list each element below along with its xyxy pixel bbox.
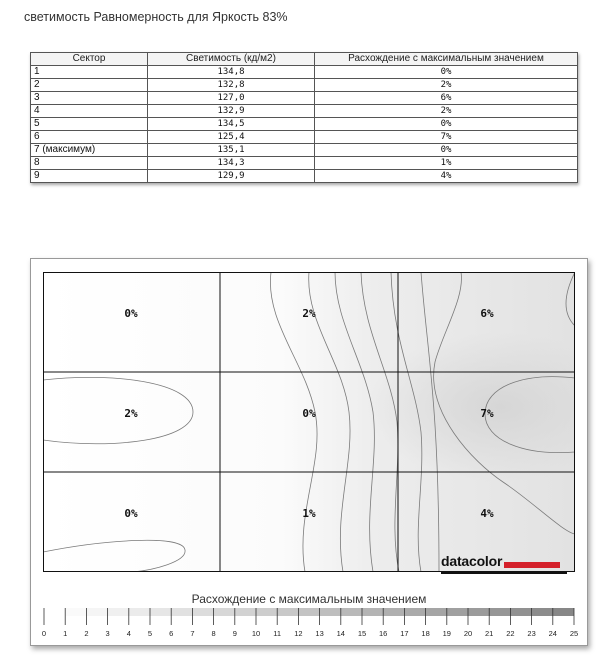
scale-tick-label: 8 xyxy=(211,629,216,638)
deviation-cell: 0% xyxy=(315,144,578,157)
scale-tick-label: 2 xyxy=(84,629,89,638)
deviation-cell: 0% xyxy=(315,118,578,131)
table-row xyxy=(31,105,578,118)
deviation-cell: 6% xyxy=(315,92,578,105)
scale-tick-label: 17 xyxy=(400,629,409,638)
scale-swatch xyxy=(383,608,404,616)
scale-tick-label: 0 xyxy=(41,629,47,638)
scale-tick-label: 16 xyxy=(379,629,388,638)
scale-swatch xyxy=(341,608,362,616)
sector-cell: 2 xyxy=(31,79,148,92)
uniformity-table xyxy=(30,52,578,183)
sector-9-deviation: 4% xyxy=(480,507,494,520)
sector-cell: 1 xyxy=(31,66,148,79)
scale-swatch xyxy=(426,608,447,616)
sector-8-deviation: 1% xyxy=(302,507,316,520)
sector-cell: 8 xyxy=(31,157,148,170)
deviation-cell: 2% xyxy=(315,79,578,92)
logo-accent-bar xyxy=(504,562,560,568)
scale-swatch xyxy=(65,608,86,616)
scale-swatch xyxy=(129,608,150,616)
sector-cell: 4 xyxy=(31,105,148,118)
luminance-cell: 134,8 xyxy=(148,66,315,79)
sector-cell: 5 xyxy=(31,118,148,131)
scale-labels xyxy=(42,629,578,638)
luminance-cell: 134,3 xyxy=(148,157,315,170)
table-row xyxy=(31,144,578,157)
uniformity-map-card xyxy=(30,258,588,646)
sector-cell: 3 xyxy=(31,92,148,105)
scale-tick-label: 11 xyxy=(273,629,282,638)
scale-swatch xyxy=(320,608,341,616)
column-header-luminance: Светимость (кд/м2) xyxy=(148,53,315,66)
logo-underline xyxy=(441,572,567,574)
sector-cell: 6 xyxy=(31,131,148,144)
sector-cell: 9 xyxy=(31,170,148,183)
scale-tick-label: 22 xyxy=(506,629,515,638)
scale-tick-label: 19 xyxy=(442,629,451,638)
scale-swatch xyxy=(553,608,574,616)
table-row xyxy=(31,66,578,79)
scale-tick-label: 23 xyxy=(527,629,536,638)
scale-swatch xyxy=(362,608,383,616)
scale-tick-label: 18 xyxy=(421,629,430,638)
page-title: светимость Равномерность для Яркость 83% xyxy=(24,10,288,24)
scale-swatch xyxy=(86,608,107,616)
scale-swatch xyxy=(468,608,489,616)
table-row xyxy=(31,157,578,170)
sector-cell: 7 (максимум) xyxy=(31,144,148,157)
scale-swatch xyxy=(171,608,192,616)
table-row xyxy=(31,92,578,105)
uniformity-heatmap xyxy=(43,272,575,572)
scale-tick-label: 12 xyxy=(294,629,303,638)
scale-swatch xyxy=(298,608,319,616)
scale-tick-label: 3 xyxy=(105,629,110,638)
scale-swatch xyxy=(44,608,65,616)
table-header-row xyxy=(31,53,578,66)
sector-7-deviation: 0% xyxy=(124,507,138,520)
table-row xyxy=(31,79,578,92)
luminance-cell: 132,8 xyxy=(148,79,315,92)
deviation-cell: 0% xyxy=(315,66,578,79)
scale-tick-label: 20 xyxy=(463,629,473,638)
luminance-cell: 127,0 xyxy=(148,92,315,105)
scale-swatch xyxy=(108,608,129,616)
scale-swatch xyxy=(404,608,425,616)
scale-tick-label: 21 xyxy=(485,629,494,638)
luminance-cell: 129,9 xyxy=(148,170,315,183)
deviation-scale xyxy=(31,607,587,641)
scale-swatch xyxy=(214,608,235,616)
scale-title: Расхождение с максимальным значением xyxy=(191,592,427,606)
scale-bars xyxy=(44,608,574,625)
scale-tick-label: 24 xyxy=(548,629,557,638)
sector-2-deviation: 2% xyxy=(302,307,316,320)
scale-swatch xyxy=(447,608,468,616)
scale-tick-label: 1 xyxy=(63,629,68,638)
luminance-cell: 134,5 xyxy=(148,118,315,131)
table-row xyxy=(31,131,578,144)
scale-tick-label: 15 xyxy=(357,629,367,638)
scale-swatch xyxy=(235,608,256,616)
table-row xyxy=(31,118,578,131)
scale-tick-label: 6 xyxy=(169,629,174,638)
table-row xyxy=(31,170,578,183)
deviation-cell: 7% xyxy=(315,131,578,144)
column-header-sector: Сектор xyxy=(31,53,148,66)
luminance-cell: 125,4 xyxy=(148,131,315,144)
sector-5-deviation: 0% xyxy=(302,407,316,420)
scale-swatch xyxy=(532,608,553,616)
sector-1-deviation: 0% xyxy=(124,307,138,320)
luminance-cell: 135,1 xyxy=(148,144,315,157)
deviation-cell: 4% xyxy=(315,170,578,183)
deviation-cell: 2% xyxy=(315,105,578,118)
scale-tick-label: 5 xyxy=(147,629,153,638)
scale-tick-label: 14 xyxy=(336,629,345,638)
scale-swatch xyxy=(192,608,213,616)
luminance-cell: 132,9 xyxy=(148,105,315,118)
scale-swatch xyxy=(256,608,277,616)
deviation-cell: 1% xyxy=(315,157,578,170)
sector-6-deviation: 7% xyxy=(480,407,494,420)
scale-swatch xyxy=(150,608,171,616)
scale-swatch xyxy=(277,608,298,616)
sector-3-deviation: 6% xyxy=(480,307,494,320)
scale-tick-label: 13 xyxy=(315,629,324,638)
datacolor-logo xyxy=(441,553,560,569)
scale-swatch xyxy=(510,608,531,616)
logo-text: datacolor xyxy=(441,553,503,569)
scale-tick-label: 9 xyxy=(232,629,237,638)
scale-tick-label: 25 xyxy=(569,629,579,638)
scale-swatch xyxy=(489,608,510,616)
scale-tick-label: 7 xyxy=(190,629,195,638)
column-header-deviation: Расхождение с максимальным значением xyxy=(315,53,578,66)
scale-tick-label: 4 xyxy=(126,629,131,638)
sector-4-deviation: 2% xyxy=(124,407,138,420)
scale-tick-label: 10 xyxy=(251,629,261,638)
